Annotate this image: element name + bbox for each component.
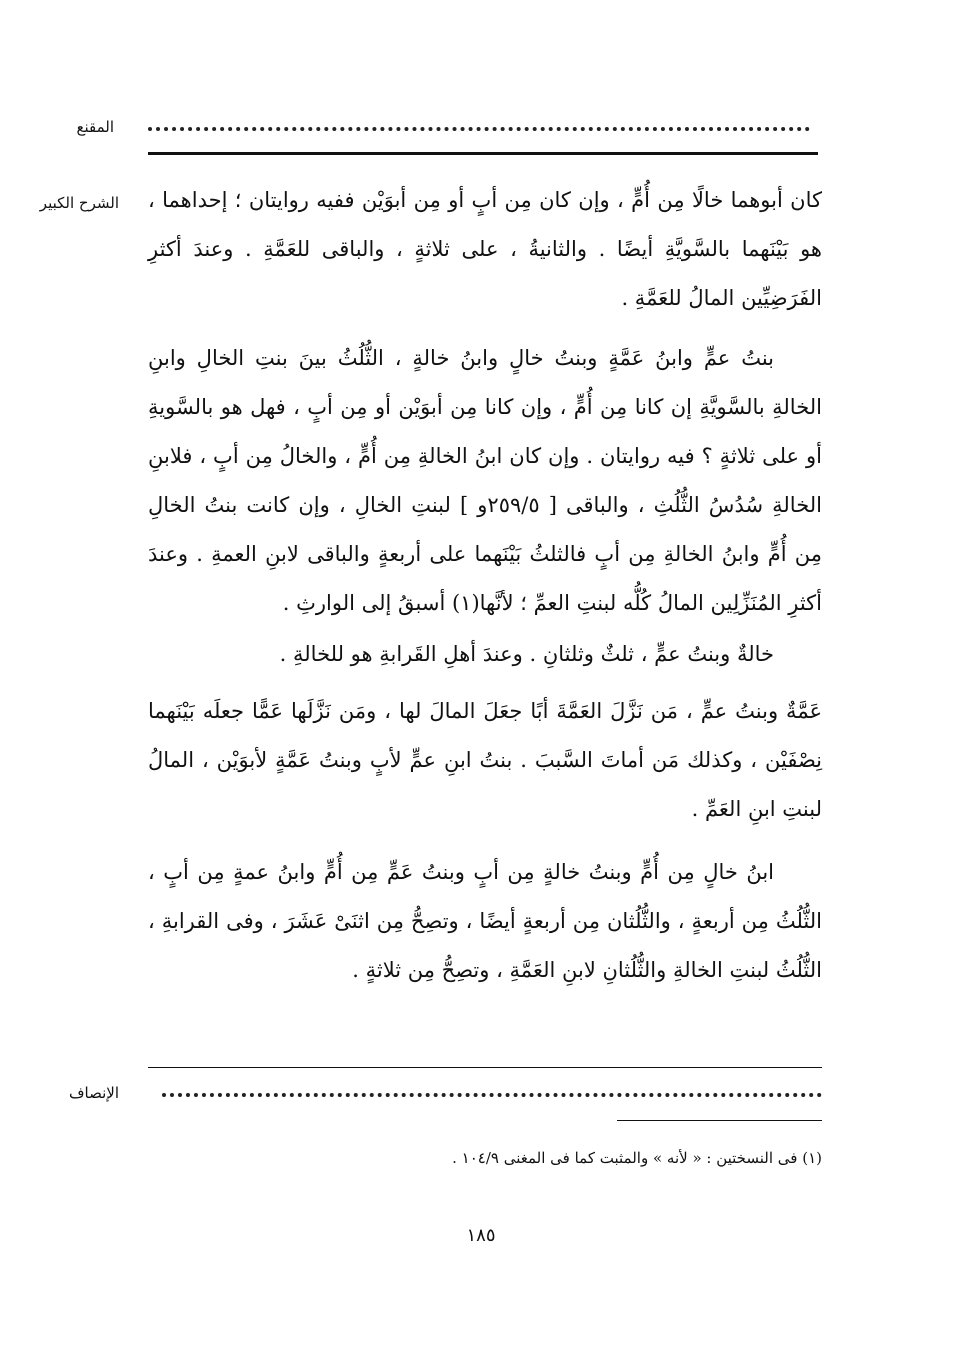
paragraph-1: كان أبوهما خالًا مِن أُمٍّ ، وإن كان مِن أبٍ أو مِن أبوَيْن ففيه روايتان ؛ إحداهما ، هو بَيْنَهما بالسَّويَّةِ أيضًا . والثانيةُ ، على ثلاثةٍ ، والباقى للعَمَّةِ . وعندَ أكثرِ الفَرَضِيِّين المالُ للعَمَّةِ . bbox=[148, 188, 822, 310]
paragraph-4: عَمَّةٌ وبنتُ عمٍّ ، مَن نَزَّلَ العَمَّةَ أبًا جعَلَ المالَ لها ، ومَن نَزَّلَها عَمًّا جعلَه بَيْنَهما نِصْفَيْن ، وكذلك مَن أماتَ السَّببَ . بنتُ ابنِ عمٍّ لأبٍ وبنتُ عَمَّةٍ لأبوَيْن ، المالُ لبنتِ ابنِ العَمِّ . bbox=[148, 699, 822, 821]
header-dotted-line bbox=[148, 127, 810, 131]
muqni-header-label: المقنع bbox=[76, 118, 114, 136]
page-number: ١٨٥ bbox=[466, 1225, 496, 1246]
footnote: (١) فى النسختين : « لأنه » والمثبت كما فى المغنى ١٠٤/٩ . bbox=[452, 1149, 822, 1167]
insaf-top-rule bbox=[148, 1067, 822, 1068]
paragraph-5: ابنُ خالٍ مِن أُمٍّ وبنتُ خالةٍ مِن أبٍ وبنتُ عَمٍّ مِن أُمٍّ وابنُ عمةٍ مِن أبٍ ، الثُّلُثُ مِن أربعةٍ ، والثُّلُثان مِن أربعةٍ أيضًا ، وتصِحُّ مِن اثنَىْ عَشَرَ ، وفى القرابةِ ، الثُّلُثُ لبنتِ الخالةِ والثُّلُثانِ لابنِ العَمَّةِ ، وتصِحُّ مِن ثلاثةٍ . bbox=[148, 860, 822, 982]
paragraph-3: خالةٌ وبنتُ عمٍّ ، ثلثٌ وثلثانِ . وعندَ أهلِ القَرابةِ هو للخالةِ . bbox=[279, 642, 774, 666]
paragraph-2: بنتُ عمٍّ وابنُ عَمَّةٍ وبنتُ خالٍ وابنُ خالةٍ ، الثُّلُثُ بينَ بنتِ الخالِ وابنِ الخالةِ بالسَّويَّةِ إن كانا مِن أُمٍّ ، وإن كانا مِن أبوَيْن أو مِن أبٍ ، فهل هو بالسَّويةِ أو على ثلاثةٍ ؟ فيه روايتان . وإن كان ابنُ الخالةِ مِن أُمٍّ ، والخالُ مِن أبٍ ، فلابنِ الخالةِ سُدُسُ الثُّلُثِ ، والباقى [ ٢٥٩/٥و ] لبنتِ الخالِ ، وإن كانت بنتُ الخالِ مِن أُمٍّ وابنُ الخالةِ مِن أبٍ فالثلثُ بَيْنَهما على أربعةٍ والباقى لابنِ العمةِ . وعندَ أكثرِ المُنَزِّلِين المالُ كُلُّه لبنتِ العمِّ ؛ لأنَّها(١) أسبقُ إلى الوارثِ . bbox=[148, 346, 822, 615]
header-rule bbox=[148, 152, 818, 155]
main-text bbox=[148, 176, 822, 995]
footnote-rule bbox=[617, 1120, 822, 1121]
sharh-kabir-label: الشرح الكبير bbox=[39, 194, 119, 212]
insaf-label: الإنصاف bbox=[68, 1084, 119, 1102]
insaf-dotted-line bbox=[162, 1093, 822, 1097]
